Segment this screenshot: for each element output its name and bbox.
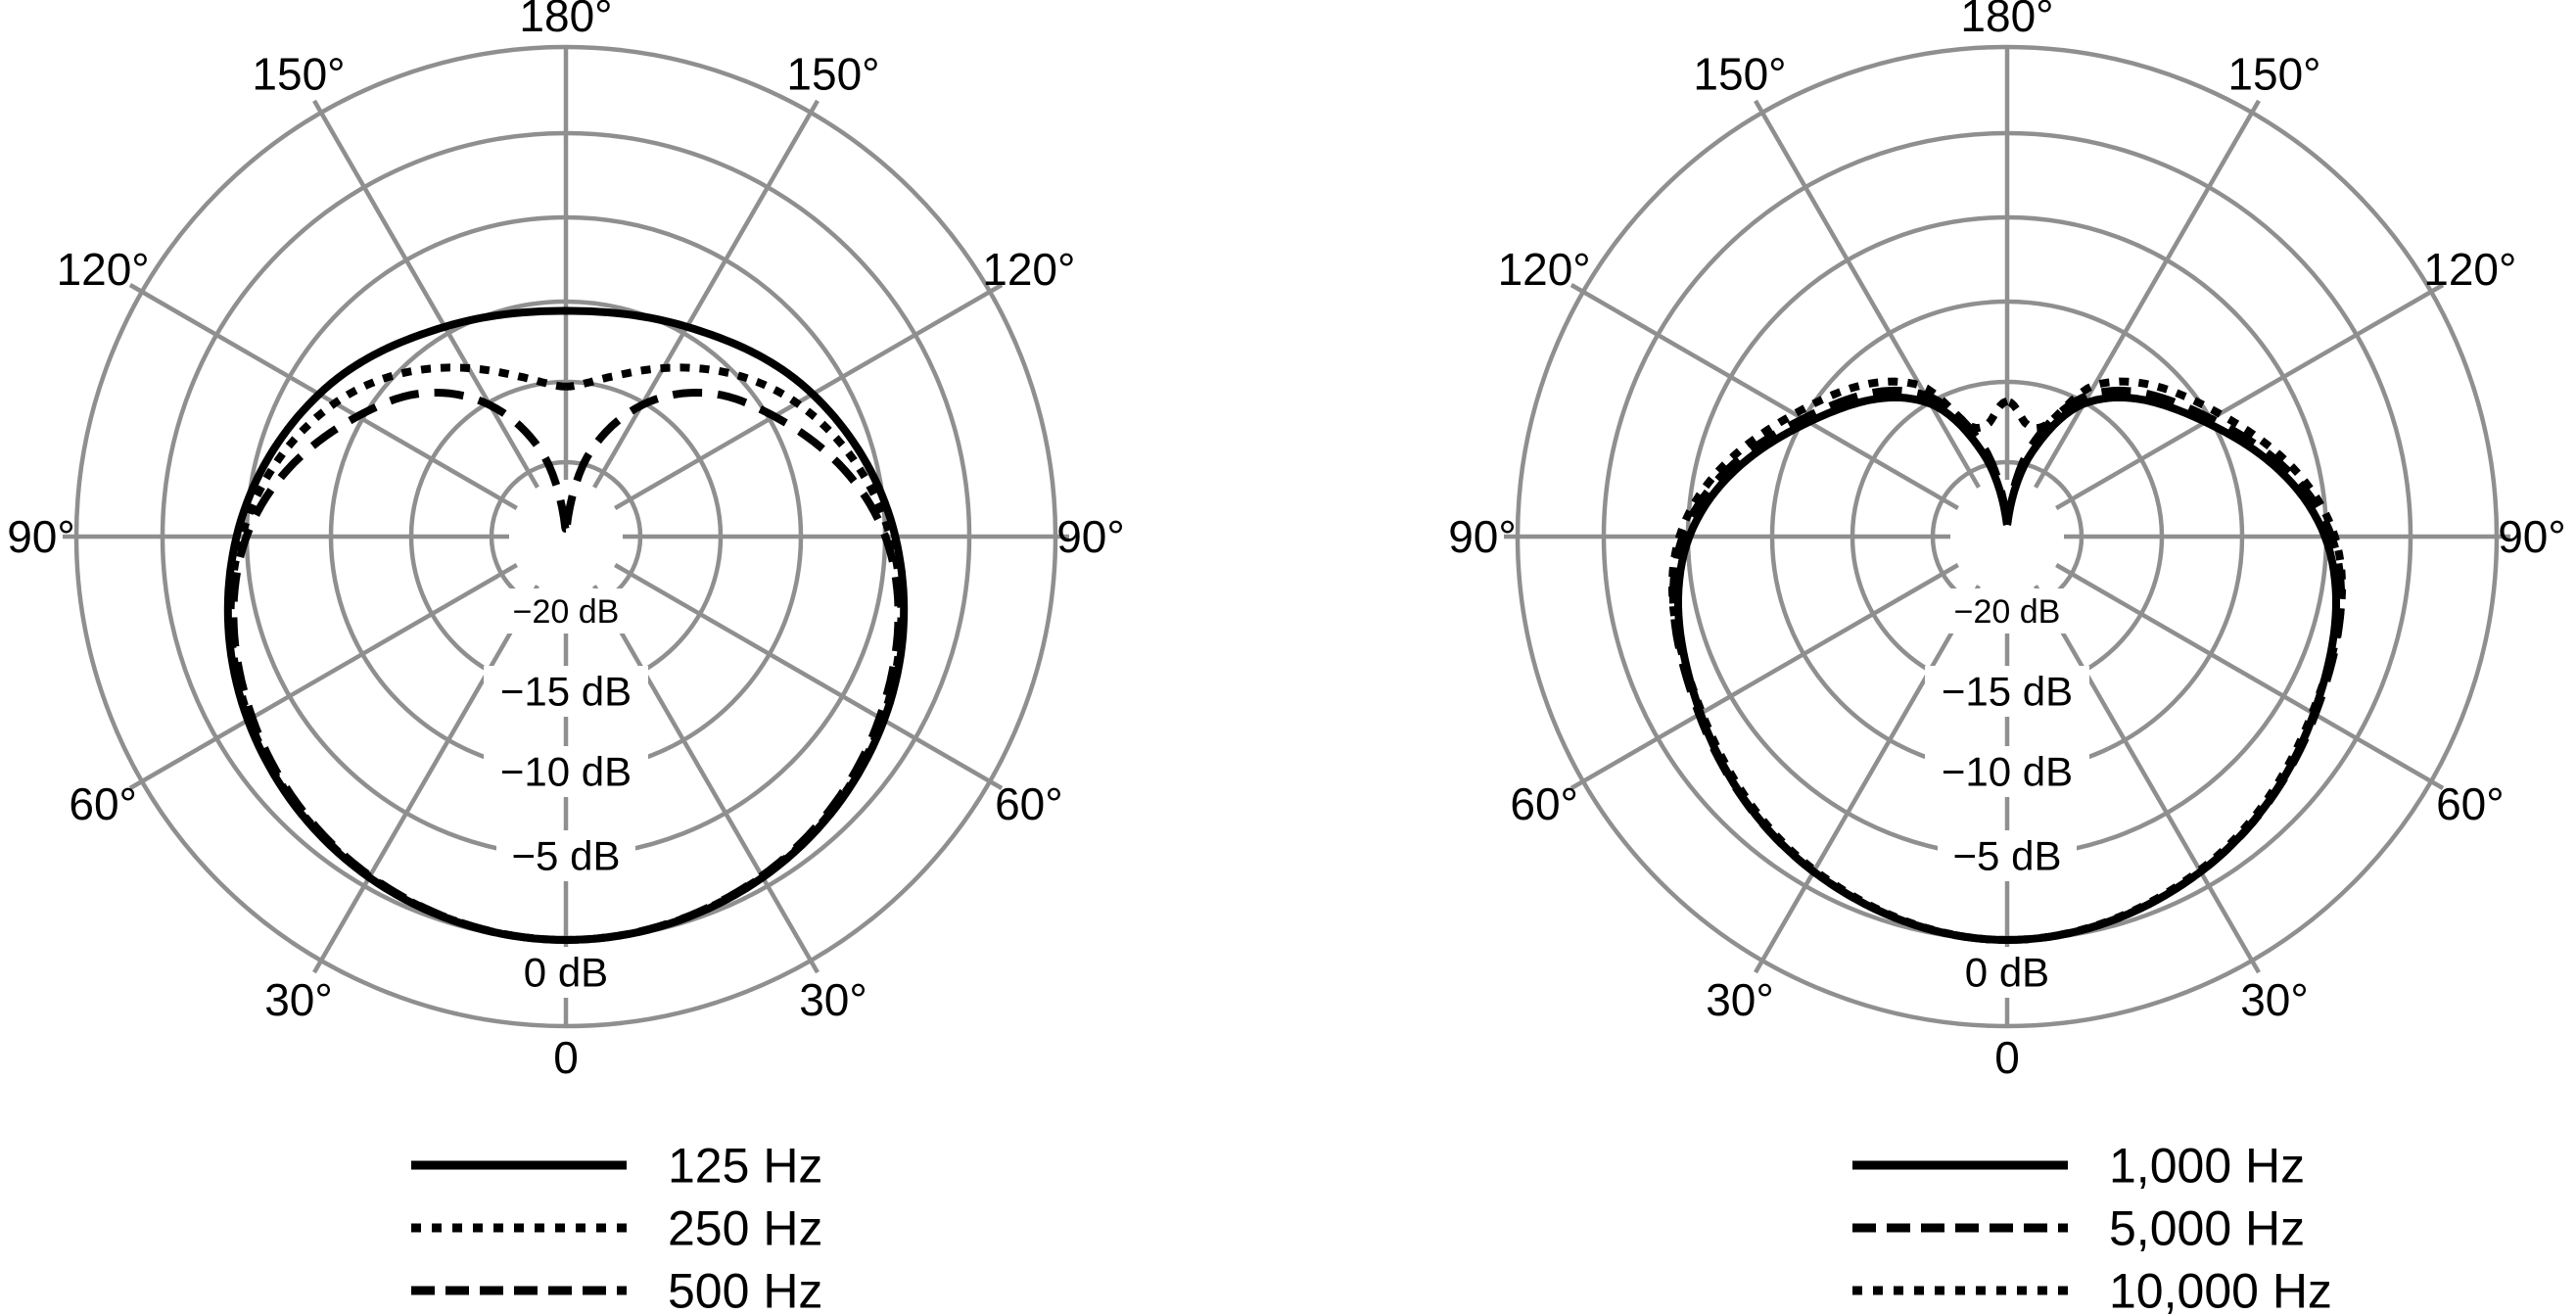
angle-label-30-left: 30°: [1706, 973, 1774, 1025]
db-axis-label-2: −10 dB: [1941, 748, 2074, 795]
db-axis-label-2: −10 dB: [499, 748, 632, 795]
legend-label-250Hzhz: 250 Hz: [668, 1200, 823, 1256]
db-axis-label-1: −15 dB: [1941, 668, 2074, 715]
db-axis-label-4: 0 dB: [1964, 949, 2050, 996]
angle-label-90-left: 90°: [7, 511, 75, 563]
angle-label-120-left: 120°: [1497, 244, 1591, 296]
angle-label-120-right: 120°: [982, 244, 1076, 296]
polar-chart-left: [7, 0, 1125, 1315]
angle-label-150-left: 150°: [1693, 48, 1787, 100]
db-axis-label-3: −5 dB: [511, 832, 621, 879]
db-axis-label-1: −15 dB: [499, 668, 632, 715]
angle-label-60-right: 60°: [995, 778, 1063, 830]
db-axis-label-0: −20 dB: [1953, 592, 2061, 631]
db-axis-label-4: 0 dB: [523, 949, 609, 996]
legend-label-10000Hzhz: 10,000 Hz: [2109, 1263, 2332, 1315]
angle-label-120-right: 120°: [2423, 244, 2517, 296]
legend-label-125Hzhz: 125 Hz: [668, 1138, 823, 1194]
angle-label-90-right: 90°: [1056, 511, 1125, 563]
angle-label-90-left: 90°: [1448, 511, 1517, 563]
angle-label-60-left: 60°: [69, 778, 137, 830]
angle-label-0: 0: [553, 1032, 579, 1084]
angle-label-150-left: 150°: [252, 48, 346, 100]
angle-label-30-right: 30°: [799, 973, 867, 1025]
angle-label-150-right: 150°: [786, 48, 880, 100]
db-axis-label-3: −5 dB: [1952, 832, 2062, 879]
db-axis-label-0: −20 dB: [512, 592, 620, 631]
legend-label-5000Hzhz: 5,000 Hz: [2109, 1200, 2306, 1256]
angle-label-0: 0: [1994, 1032, 2020, 1084]
angle-label-30-right: 30°: [2240, 973, 2309, 1025]
angle-label-30-left: 30°: [264, 973, 333, 1025]
angle-label-90-right: 90°: [2498, 511, 2566, 563]
angle-label-150-right: 150°: [2227, 48, 2321, 100]
angle-label-180: 180°: [1960, 0, 2054, 42]
angle-label-60-left: 60°: [1510, 778, 1578, 830]
legend-label-1000Hzhz: 1,000 Hz: [2109, 1138, 2306, 1194]
polar-chart-right: [1448, 0, 2566, 1315]
angle-label-180: 180°: [519, 0, 613, 42]
legend-label-500Hzhz: 500 Hz: [668, 1263, 823, 1315]
angle-label-60-right: 60°: [2436, 778, 2505, 830]
angle-label-120-left: 120°: [56, 244, 150, 296]
